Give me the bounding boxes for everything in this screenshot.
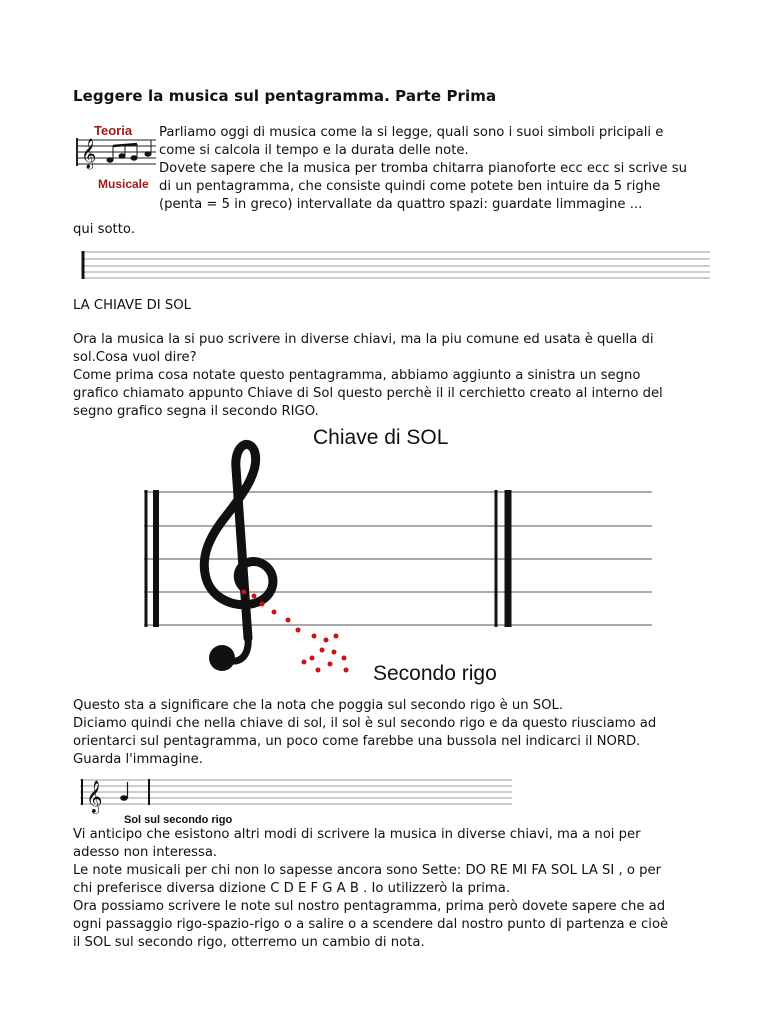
teoria-musicale-logo [72, 120, 160, 192]
paragraph-chiave: Ora la musica la si puo scrivere in diverse chiavi, ma la piu comune ed usata è quella di sol.Cosa vuol dire? Come prima cosa notate questo pentagramma, abbiamo aggiunto a sinistra un segno grafico chiamato appunto Chiave di Sol questo perchè il il cerchietto creato al interno del segno grafico segna il secondo RIGO. [73, 332, 663, 419]
treble-clef-icon: 𝄞 [86, 781, 103, 812]
sol-staff-figure [76, 770, 516, 828]
logo-text-teoria: Teoria [94, 123, 133, 138]
treble-clef-icon [204, 444, 273, 661]
section-heading: LA CHIAVE DI SOL [73, 298, 191, 313]
intro-paragraph: Parliamo oggi di musica come la si legge, quali sono i suoi simboli pricipali e come si calcola il tempo e la durata delle note. Dovete sapere che la musica per tromba chitarra pianoforte ecc ecc si scrive su di un pentagramma, che consiste quindi come potete ben intuire da 5 righe (penta = 5 in greco) intervallate da quattro spazi: guardate limmagine ... [159, 125, 688, 212]
paragraph-note-musicali: Vi anticipo che esistono altri modi di scrivere la musica in diverse chiavi, ma a noi per adesso non interessa. Le note musicali per chi non lo sapesse ancora sono Sette: DO RE MI FA SOL LA SI , o per chi preferisce diversa dizione C D E F G A B . Io utilizzerò la prima. Ora possiamo scrivere le note sul nostro pentagramma, prima però dovete sapere che ad ogni passaggio rigo-spazio-rigo o a salire o a scendere dal nostro punto di partenza e cioè il SOL sul secondo rigo, otterremo un cambio di nota. [73, 827, 669, 950]
page-title: Leggere la musica sul pentagramma. Parte Prima [73, 87, 497, 105]
clef-ball [209, 645, 235, 671]
note-sol [120, 795, 128, 801]
treble-clef-icon: 𝄞 [81, 138, 97, 168]
figure-title: Chiave di SOL [313, 426, 449, 449]
figure-caption: Secondo rigo [373, 662, 497, 685]
paragraph-secondo-rigo: Questo sta a significare che la nota che poggia sul secondo rigo è un SOL. Diciamo quindi che nella chiave di sol, il sol è sul secondo rigo e da questo riusciamo ad orientarci sul pentagramma, un poco come farebbe una bussola nel indicarci il NORD. Guarda l'immagine. [73, 698, 657, 767]
empty-staff [78, 248, 712, 282]
logo-text-musicale: Musicale [98, 177, 149, 191]
chiave-di-sol-figure [140, 418, 660, 690]
qui-sotto-text: qui sotto. [73, 222, 135, 237]
small-figure-caption: Sol sul secondo rigo [124, 814, 233, 826]
